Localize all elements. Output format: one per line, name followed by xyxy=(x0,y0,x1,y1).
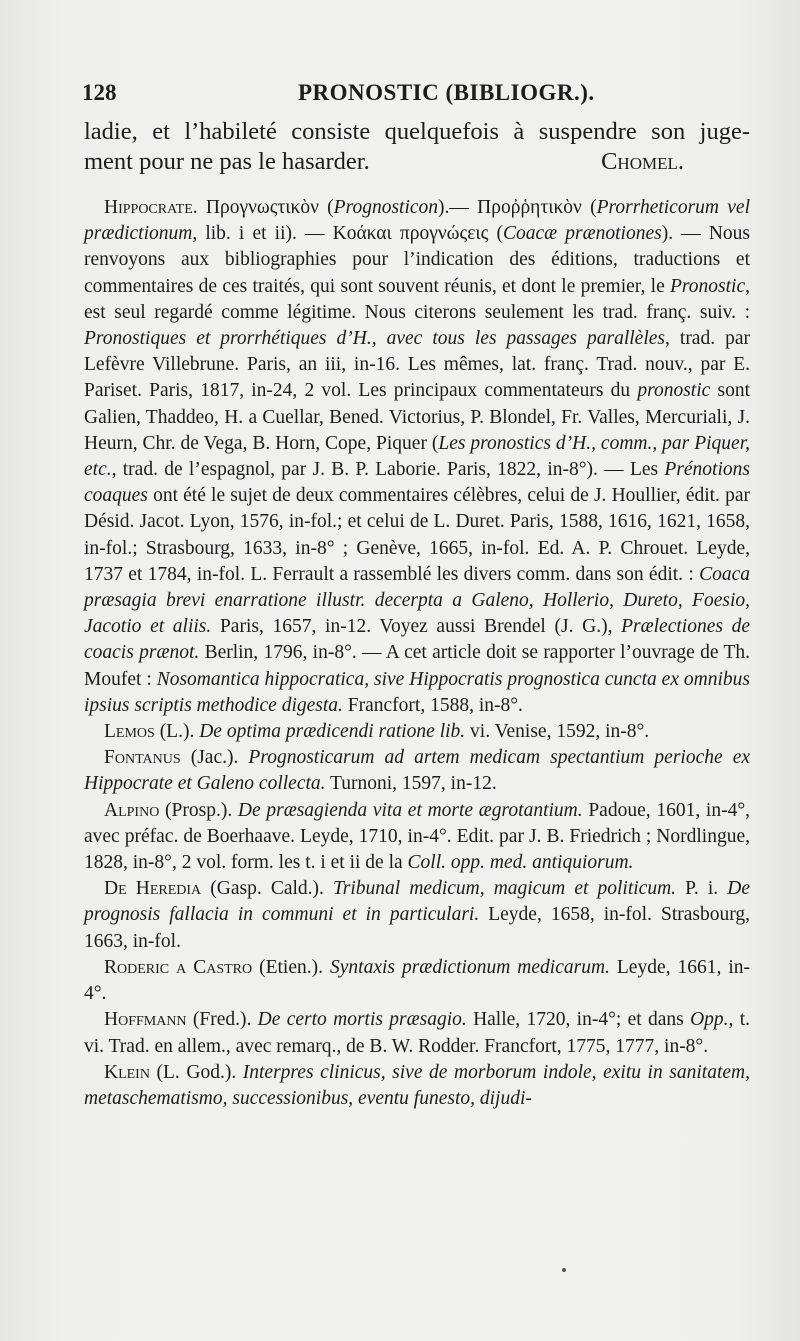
lead-quotation xyxy=(84,117,750,177)
entry-text: (Etien.). Syntaxis prædictionum medicarum. Leyde, 1661, in-4°. xyxy=(84,956,751,1005)
entry-text: (Prosp.). De præsagienda vita et morte ægrotantium. Padoue, 1601, in-4°, avec préfac. de Boerhaave. Leyde, 1710, in-4°. Edit. par J. B. Friedrich ; Nordlingue, 1828, in-8°, 2 vol. form. les t. i et ii de la Coll. opp. med. antiquiorum. xyxy=(84,799,751,874)
bibliography xyxy=(84,195,750,1112)
entry-text: (Jac.). Prognosticarum ad artem medicam spectantium perioche ex Hippocrate et Galeno collecta. Turnoni, 1597, in-12. xyxy=(84,747,751,795)
entry-lemos xyxy=(84,719,750,745)
entry-author: Hippocrate. xyxy=(104,197,198,218)
entry-author: De Heredia xyxy=(104,878,202,900)
quotation-author: Chomel. xyxy=(601,148,684,175)
lead-line-2 xyxy=(84,147,750,177)
entry-author: Roderic a Castro xyxy=(104,956,253,978)
entry-hoffmann xyxy=(84,1007,750,1059)
entry-author: Alpino xyxy=(104,799,160,821)
lead-line-2-text: ment pour ne pas le hasarder. xyxy=(84,148,370,175)
entry-alpino xyxy=(84,798,750,877)
entry-roderic-a-castro xyxy=(84,955,750,1007)
entry-fontanus xyxy=(84,745,750,797)
entry-author: Klein xyxy=(104,1061,150,1083)
paper-speck xyxy=(562,1268,566,1272)
entry-text: (L. God.). Interpres clinicus, sive de morborum indole, exitu in sanitatem, metaschematismo, successionibus, eventu funesto, dijudi- xyxy=(84,1061,750,1109)
entry-author: Lemos xyxy=(104,721,155,743)
entry-text: (Fred.). De certo mortis præsagio. Halle, 1720, in-4°; et dans Opp., t. vi. Trad. en allem., avec remarq., de B. W. Rodder. Francfort, 1775, 1777, in-8°. xyxy=(84,1009,751,1057)
lead-line-1: ladie, et l’habileté consiste quelquefois à suspendre son juge- xyxy=(84,118,750,145)
entry-klein xyxy=(84,1060,750,1112)
entry-text: (L.). De optima prædicendi ratione lib. vi. Venise, 1592, in-8°. xyxy=(159,721,650,743)
entry-de-heredia xyxy=(84,876,750,955)
entry-text: (Gasp. Cald.). Tribunal medicum, magicum et politicum. P. i. De prognosis fallacia in communi et in particulari. Leyde, 1658, in-fol. Strasbourg, 1663, in-fol. xyxy=(84,878,751,952)
running-title: PRONOSTIC (BIBLIOGR.). xyxy=(298,80,595,105)
entry-hippocrate xyxy=(84,195,750,719)
entry-author: Hoffmann xyxy=(104,1009,187,1031)
entry-text: Προγνωςτικὸν (Prognosticon).— Προῤῥητικὸν (Prorrheticorum vel prædictionum, lib. i et ii). — Κοάκαι προγνώςεις (Coacæ prænotiones). — Nous renvoyons aux bibliographies pour l’indication des éditions, traductions et commentaires de ces traités, qui sont souvent réunis, et dont le premier, le Pronostic, est seul regardé comme légitime. Nous citerons seulement les trad. franç. suiv. : Pronostiques et prorrhétiques d’H., avec tous les passages parallèles, trad. par Lefèvre Villebrune. Paris, an iii, in-16. Les mêmes, lat. franç. Trad. nouv., par E. Pariset. Paris, 1817, in-24, 2 vol. Les principaux commentateurs du pronostic sont Galien, Thaddeo, H. a Cuellar, Bened. Victorius, P. Blondel, Fr. Valles, Mercuriali, J. Heurn, Chr. de Vega, B. Horn, Cope, Piquer (Les pronostics d’H., comm., par Piquer, etc., trad. de l’espagnol, par J. B. P. Laborie. Paris, 1822, in-8°). — Les Prénotions coaques ont été le sujet de deux commentaires célèbres, celui de J. Houllier, édit. par Désid. Jacot. Lyon, 1576, in-fol.; et celui de L. Duret. Paris, 1588, 1616, 1621, 1658, in-fol.; Strasbourg, 1633, in-8° ; Genève, 1665, in-fol. Ed. A. P. Chrouet. Leyde, 1737 et 1784, in-fol. L. Ferrault a rassemblé les divers comm. dans son édit. : Coaca præsagia brevi enarratione illustr. decerpta a Galeno, Hollerio, Dureto, Foesio, Jacotio et aliis. Paris, 1657, in-12. Voyez aussi Brendel (J. G.), Prælectiones de coacis prænot. Berlin, 1796, in-8°. — A cet article doit se rapporter l’ouvrage de Th. Moufet : Nosomantica hippocratica, sive Hippocratis prognostica cuncta ex omnibus ipsius scriptis methodice digesta. Francfort, 1588, in-8°. xyxy=(84,197,751,716)
entry-author: Fontanus xyxy=(104,747,181,769)
running-header xyxy=(82,80,742,114)
page-number: 128 xyxy=(82,80,117,105)
